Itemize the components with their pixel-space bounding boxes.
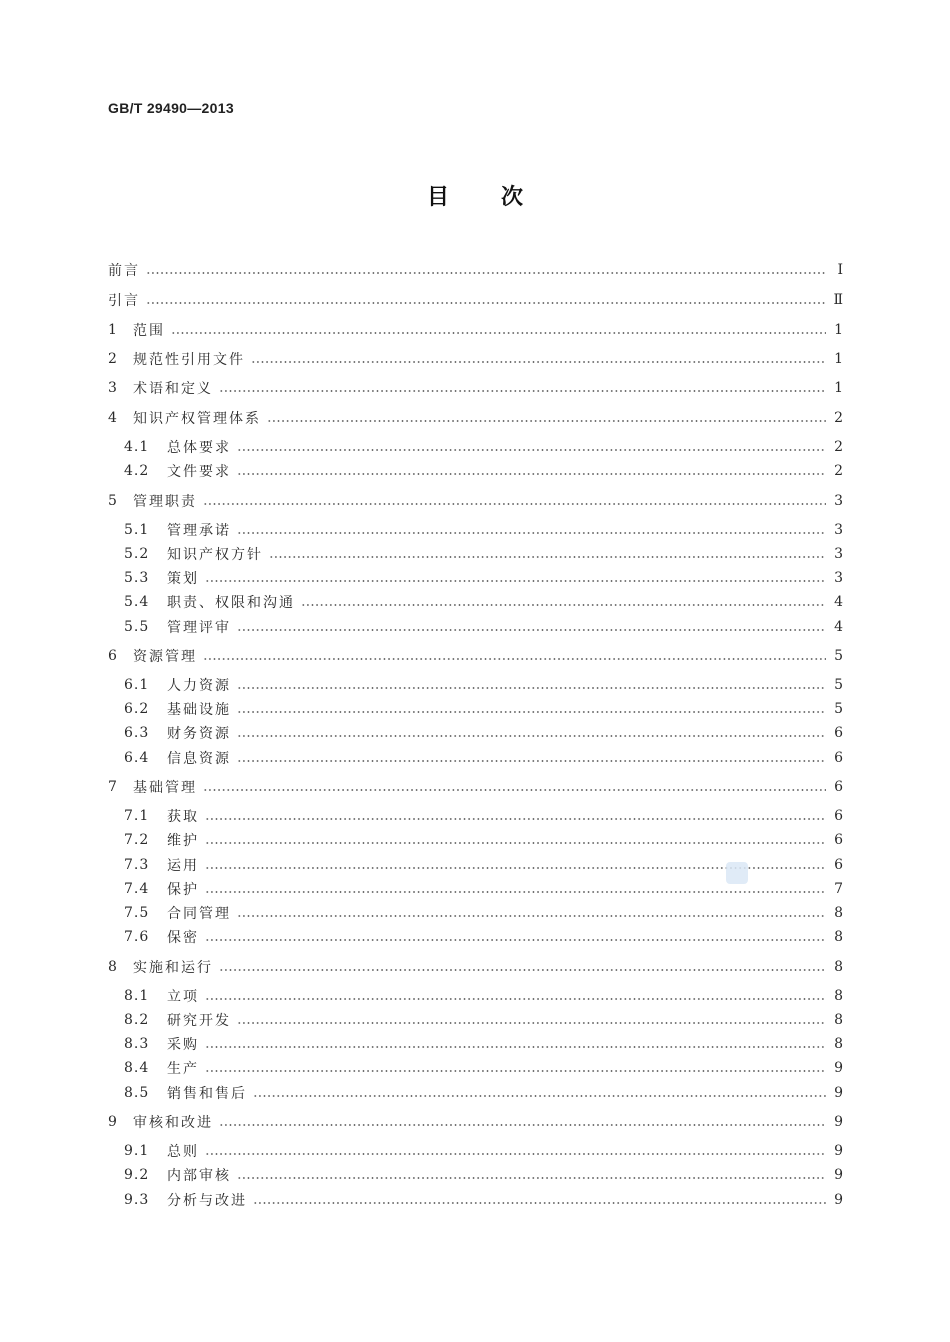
toc-entry[interactable] xyxy=(108,320,843,340)
toc-entry-page-number: Ⅰ xyxy=(837,262,843,278)
toc-entry-number: 6.3 xyxy=(124,725,150,741)
page-title: 目次 xyxy=(426,185,575,210)
toc-entry-label: 职责、权限和沟通 xyxy=(167,595,295,611)
toc-entry-number: 7.5 xyxy=(124,905,150,921)
toc-entry[interactable] xyxy=(108,1058,843,1078)
toc-entry-number: 7.6 xyxy=(124,929,150,945)
toc-dot-leader xyxy=(253,1202,826,1204)
toc-entry-page-number: 2 xyxy=(834,463,843,479)
toc-dot-leader xyxy=(237,735,826,737)
toc-entry-number: 8.1 xyxy=(124,988,150,1004)
toc-entry[interactable] xyxy=(108,617,843,637)
toc-dot-leader xyxy=(237,532,826,534)
toc-entry-page-number: 8 xyxy=(834,988,843,1004)
toc-entry-number: 8.5 xyxy=(124,1085,150,1101)
toc-entry-label: 范围 xyxy=(133,323,165,339)
toc-entry-page-number: 9 xyxy=(834,1143,843,1159)
toc-entry-number: 9.3 xyxy=(124,1192,150,1208)
toc-dot-leader xyxy=(203,503,826,505)
toc-entry-label: 内部审核 xyxy=(167,1168,231,1184)
toc-dot-leader xyxy=(301,604,826,606)
toc-dot-leader xyxy=(146,272,827,274)
toc-dot-leader xyxy=(237,1177,826,1179)
toc-dot-leader xyxy=(205,891,826,893)
toc-dot-leader xyxy=(205,818,826,820)
toc-entry[interactable] xyxy=(108,957,843,977)
toc-entry-label: 财务资源 xyxy=(167,726,231,742)
toc-entry-label: 基础管理 xyxy=(133,780,197,796)
toc-entry-number: 5.5 xyxy=(124,619,150,635)
toc-entry-label: 运用 xyxy=(167,858,199,874)
toc-dot-leader xyxy=(203,658,826,660)
toc-dot-leader xyxy=(205,580,826,582)
toc-entry[interactable] xyxy=(108,378,843,398)
toc-dot-leader xyxy=(219,969,826,971)
toc-entry-label: 研究开发 xyxy=(167,1013,231,1029)
toc-entry[interactable] xyxy=(108,1165,843,1185)
toc-entry[interactable] xyxy=(108,491,843,511)
toc-entry-page-number: 2 xyxy=(834,439,843,455)
toc-entry-page-number: 8 xyxy=(834,1036,843,1052)
toc-entry-number: 5.1 xyxy=(124,522,150,538)
toc-dot-leader xyxy=(219,390,826,392)
toc-entry-number: 9.1 xyxy=(124,1143,150,1159)
toc-entry-label: 知识产权管理体系 xyxy=(133,411,261,427)
toc-entry-label: 基础设施 xyxy=(167,702,231,718)
toc-entry-label: 总则 xyxy=(167,1144,199,1160)
toc-entry[interactable] xyxy=(108,1141,843,1161)
toc-entry-label: 资源管理 xyxy=(133,649,197,665)
toc-dot-leader xyxy=(171,332,826,334)
toc-entry-page-number: 9 xyxy=(834,1060,843,1076)
toc-entry-label: 分析与改进 xyxy=(167,1193,247,1209)
toc-entry-label: 管理职责 xyxy=(133,494,197,510)
toc-entry-label: 保密 xyxy=(167,930,199,946)
toc-entry-number: 5.3 xyxy=(124,570,150,586)
toc-dot-leader xyxy=(237,473,826,475)
toc-entry-page-number: 9 xyxy=(834,1192,843,1208)
toc-entry-label: 管理评审 xyxy=(167,620,231,636)
toc-entry[interactable] xyxy=(108,349,843,369)
toc-entry-page-number: 9 xyxy=(834,1167,843,1183)
toc-entry-page-number: 6 xyxy=(834,725,843,741)
toc-entry-page-number: 6 xyxy=(834,779,843,795)
toc-entry-label: 规范性引用文件 xyxy=(133,352,245,368)
toc-entry[interactable] xyxy=(108,290,843,310)
toc-entry[interactable] xyxy=(108,777,843,797)
toc-entry[interactable] xyxy=(108,675,843,695)
toc-dot-leader xyxy=(237,629,826,631)
toc-dot-leader xyxy=(237,687,826,689)
toc-entry-label: 实施和运行 xyxy=(133,960,213,976)
toc-entry[interactable] xyxy=(108,903,843,923)
toc-entry[interactable] xyxy=(108,1034,843,1054)
toc-entry-page-number: 2 xyxy=(834,410,843,426)
standard-code: GB/T 29490—2013 xyxy=(108,100,234,116)
toc-entry[interactable] xyxy=(108,568,843,588)
toc-entry[interactable] xyxy=(108,748,843,768)
toc-entry-number: 7 xyxy=(108,779,118,795)
toc-entry-page-number: 6 xyxy=(834,857,843,873)
watermark-logo xyxy=(726,862,748,884)
toc-entry-number: 6.1 xyxy=(124,677,150,693)
toc-entry-page-number: 8 xyxy=(834,929,843,945)
toc-entry-page-number: 5 xyxy=(834,701,843,717)
toc-entry-page-number: 4 xyxy=(834,594,843,610)
toc-dot-leader xyxy=(205,939,826,941)
toc-entry-page-number: 8 xyxy=(834,905,843,921)
toc-entry-page-number: Ⅱ xyxy=(833,292,843,308)
toc-dot-leader xyxy=(251,361,826,363)
toc-entry-label: 信息资源 xyxy=(167,751,231,767)
toc-entry-label: 总体要求 xyxy=(167,440,231,456)
toc-entry-number: 7.3 xyxy=(124,857,150,873)
toc-entry-number: 3 xyxy=(108,380,118,396)
toc-entry-number: 4.1 xyxy=(124,439,150,455)
toc-entry-label: 策划 xyxy=(167,571,199,587)
toc-dot-leader xyxy=(205,842,826,844)
toc-entry-page-number: 9 xyxy=(834,1085,843,1101)
toc-entry-label: 前言 xyxy=(108,263,140,279)
toc-entry-page-number: 6 xyxy=(834,750,843,766)
toc-entry-label: 审核和改进 xyxy=(133,1115,213,1131)
toc-dot-leader xyxy=(237,1022,826,1024)
toc-entry-label: 术语和定义 xyxy=(133,381,213,397)
toc-entry-number: 8.2 xyxy=(124,1012,150,1028)
toc-dot-leader xyxy=(237,449,826,451)
toc-entry-label: 管理承诺 xyxy=(167,523,231,539)
toc-entry-page-number: 1 xyxy=(834,322,843,338)
toc-entry-number: 7.2 xyxy=(124,832,150,848)
toc-entry[interactable] xyxy=(108,1190,843,1210)
toc-dot-leader xyxy=(219,1124,826,1126)
toc-entry-page-number: 5 xyxy=(834,677,843,693)
toc-entry-number: 5.4 xyxy=(124,594,150,610)
toc-dot-leader xyxy=(267,420,826,422)
toc-dot-leader xyxy=(203,789,826,791)
toc-entry-label: 采购 xyxy=(167,1037,199,1053)
toc-entry-number: 8 xyxy=(108,959,118,975)
toc-entry-number: 7.4 xyxy=(124,881,150,897)
toc-entry-number: 6.4 xyxy=(124,750,150,766)
toc-entry-page-number: 8 xyxy=(834,1012,843,1028)
toc-dot-leader xyxy=(253,1095,826,1097)
toc-entry-number: 9 xyxy=(108,1114,118,1130)
toc-entry-page-number: 5 xyxy=(834,648,843,664)
toc-dot-leader xyxy=(237,711,826,713)
toc-entry-label: 文件要求 xyxy=(167,464,231,480)
toc-entry-number: 9.2 xyxy=(124,1167,150,1183)
toc-dot-leader xyxy=(237,760,826,762)
toc-entry-page-number: 1 xyxy=(834,380,843,396)
toc-entry-page-number: 9 xyxy=(834,1114,843,1130)
toc-entry-number: 5.2 xyxy=(124,546,150,562)
toc-entry-page-number: 8 xyxy=(834,959,843,975)
toc-entry-page-number: 3 xyxy=(834,522,843,538)
toc-entry-page-number: 6 xyxy=(834,832,843,848)
toc-entry-label: 立项 xyxy=(167,989,199,1005)
toc-entry-number: 5 xyxy=(108,493,118,509)
toc-entry-number: 8.3 xyxy=(124,1036,150,1052)
toc-entry[interactable] xyxy=(108,986,843,1006)
toc-entry-label: 人力资源 xyxy=(167,678,231,694)
toc-entry-number: 7.1 xyxy=(124,808,150,824)
toc-entry-label: 生产 xyxy=(167,1061,199,1077)
toc-entry-number: 4 xyxy=(108,410,118,426)
toc-entry[interactable] xyxy=(108,1083,843,1103)
toc-dot-leader xyxy=(269,556,826,558)
toc-dot-leader xyxy=(237,915,826,917)
toc-entry[interactable] xyxy=(108,544,843,564)
toc-dot-leader xyxy=(205,1046,826,1048)
toc-entry-label: 保护 xyxy=(167,882,199,898)
toc-entry-number: 6 xyxy=(108,648,118,664)
toc-dot-leader xyxy=(205,1153,826,1155)
toc-entry[interactable] xyxy=(108,461,843,481)
toc-entry-number: 8.4 xyxy=(124,1060,150,1076)
toc-entry-number: 4.2 xyxy=(124,463,150,479)
toc-entry[interactable] xyxy=(108,806,843,826)
toc-entry[interactable] xyxy=(108,830,843,850)
toc-entry-number: 6.2 xyxy=(124,701,150,717)
toc-entry[interactable] xyxy=(108,1112,843,1132)
toc-entry-label: 维护 xyxy=(167,833,199,849)
toc-entry[interactable] xyxy=(108,260,843,280)
toc-entry[interactable] xyxy=(108,520,843,540)
toc-entry-page-number: 4 xyxy=(834,619,843,635)
toc-entry-page-number: 6 xyxy=(834,808,843,824)
table-of-contents xyxy=(108,0,843,1342)
toc-entry[interactable] xyxy=(108,927,843,947)
toc-dot-leader xyxy=(205,998,826,1000)
toc-entry-label: 知识产权方针 xyxy=(167,547,263,563)
toc-entry[interactable] xyxy=(108,723,843,743)
toc-entry-label: 获取 xyxy=(167,809,199,825)
toc-dot-leader xyxy=(205,1070,826,1072)
toc-entry-number: 1 xyxy=(108,322,118,338)
toc-entry[interactable] xyxy=(108,408,843,428)
toc-entry-number: 2 xyxy=(108,351,118,367)
toc-entry-page-number: 3 xyxy=(834,570,843,586)
toc-entry[interactable] xyxy=(108,699,843,719)
toc-entry[interactable] xyxy=(108,1010,843,1030)
toc-entry-page-number: 3 xyxy=(834,546,843,562)
toc-entry-label: 销售和售后 xyxy=(167,1086,247,1102)
toc-entry-label: 引言 xyxy=(108,293,140,309)
toc-entry-page-number: 3 xyxy=(834,493,843,509)
toc-entry-label: 合同管理 xyxy=(167,906,231,922)
toc-entry[interactable] xyxy=(108,592,843,612)
toc-dot-leader xyxy=(146,302,825,304)
toc-entry-page-number: 1 xyxy=(834,351,843,367)
toc-entry[interactable] xyxy=(108,646,843,666)
toc-entry-page-number: 7 xyxy=(834,881,843,897)
toc-entry[interactable] xyxy=(108,437,843,457)
